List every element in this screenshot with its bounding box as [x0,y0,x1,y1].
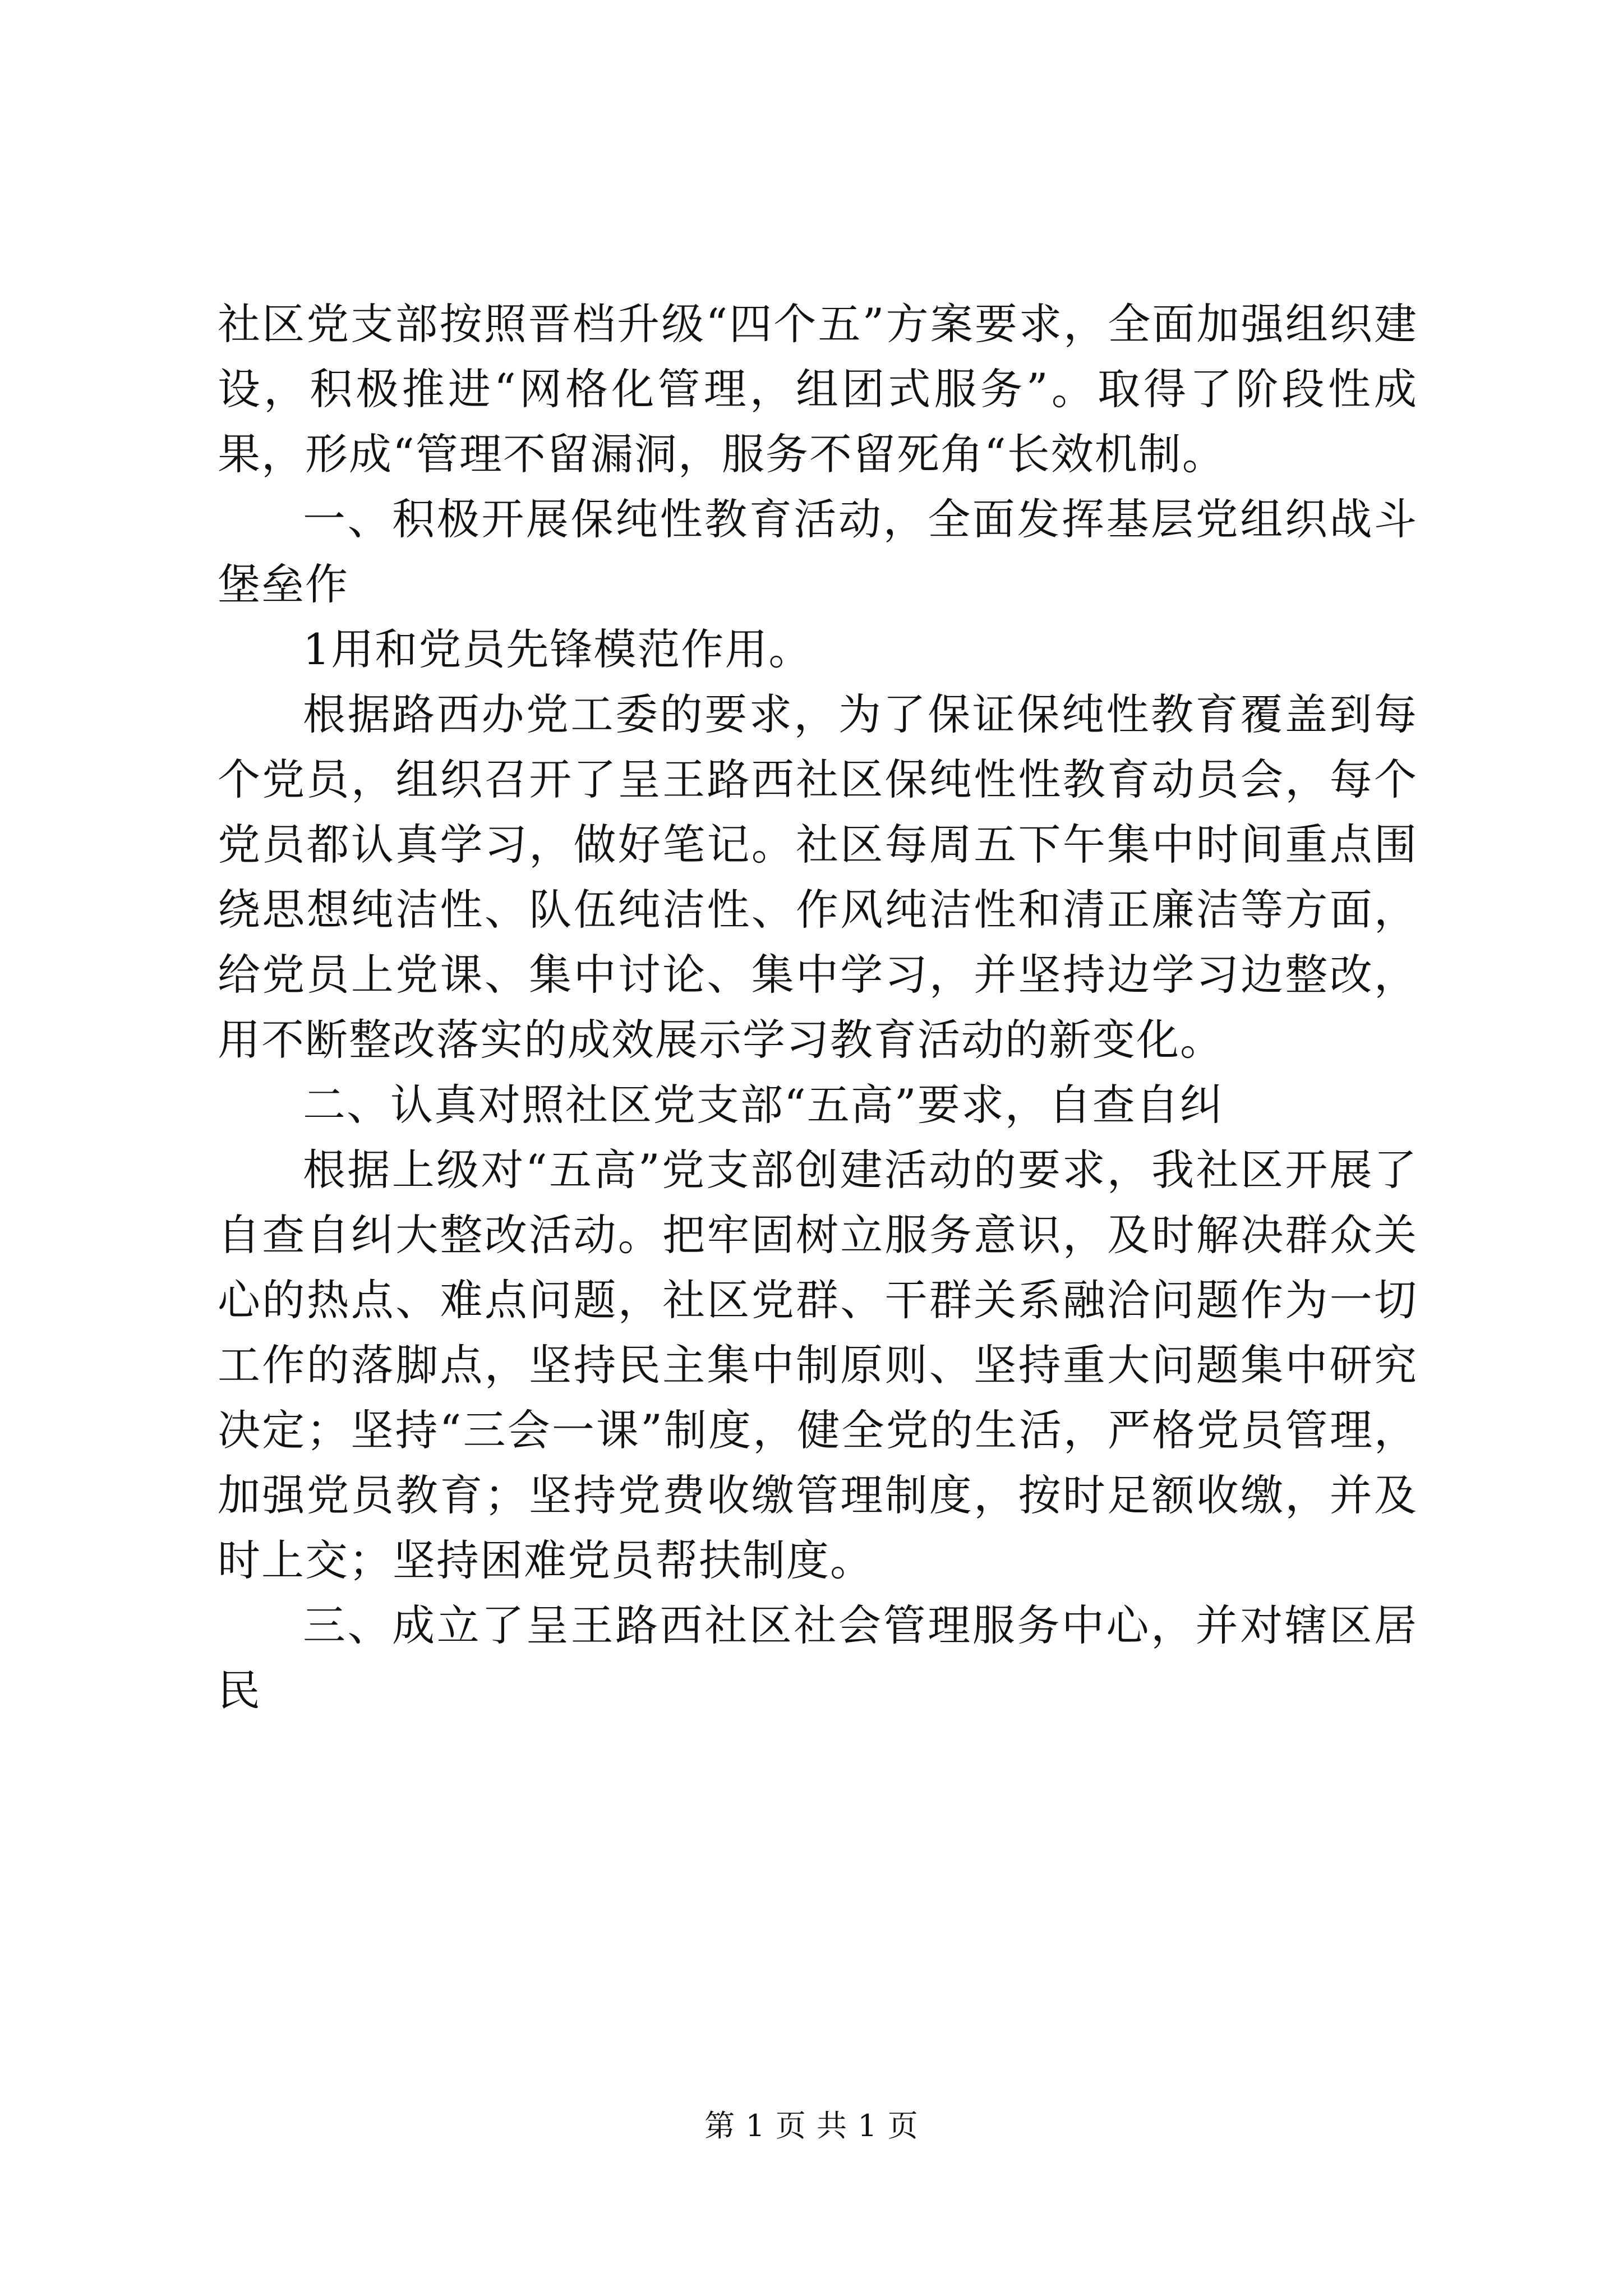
paragraph-section-two-body: 根据上级对“五高”党支部创建活动的要求，我社区开展了自查自纠大整改活动。把牢固树立服务意识，及时解决群众关心的热点、难点问题，社区党群、干群关系融洽问题作为一切工作的落脚点，坚持民主集中制原则、坚持重大问题集中研究决定；坚持“三会一课”制度，健全党的生活，严格党员管理，加强党员教育；坚持党费收缴管理制度，按时足额收缴，并及时上交；坚持困难党员帮扶制度。 [218,1145,1418,1585]
heading-section-two: 二、认真对照社区党支部“五高”要求，自查自纠 [303,1080,1224,1130]
heading-section-one: 一、积极开展保纯性教育活动，全面发挥基层党组织战斗堡垒作 [218,494,1418,609]
heading-section-three: 三、成立了呈王路西社区社会管理服务中心，并对辖区居民 [218,1600,1418,1715]
paragraph-section-one-body: 根据路西办党工委的要求，为了保证保纯性教育覆盖到每个党员，组织召开了呈王路西社区保纯性性教育动员会，每个党员都认真学习，做好笔记。社区每周五下午集中时间重点围绕思想纯洁性、队伍纯洁性、作风纯洁性和清正廉洁等方面，给党员上党课、集中讨论、集中学习，并坚持边学习边整改，用不断整改落实的成效展示学习教育活动的新变化。 [218,689,1418,1065]
paragraph-section-one-continued: 1用和党员先锋模范作用。 [303,624,813,674]
document-body [218,292,1418,1723]
page-number-footer: 第 1 页 共 1 页 [704,2108,919,2143]
paragraph-intro: 社区党支部按照晋档升级“四个五”方案要求，全面加强组织建设，积极推进“网格化管理，组团式服务”。取得了阶段性成果，形成“管理不留漏洞，服务不留死角“长效机制。 [218,299,1418,479]
